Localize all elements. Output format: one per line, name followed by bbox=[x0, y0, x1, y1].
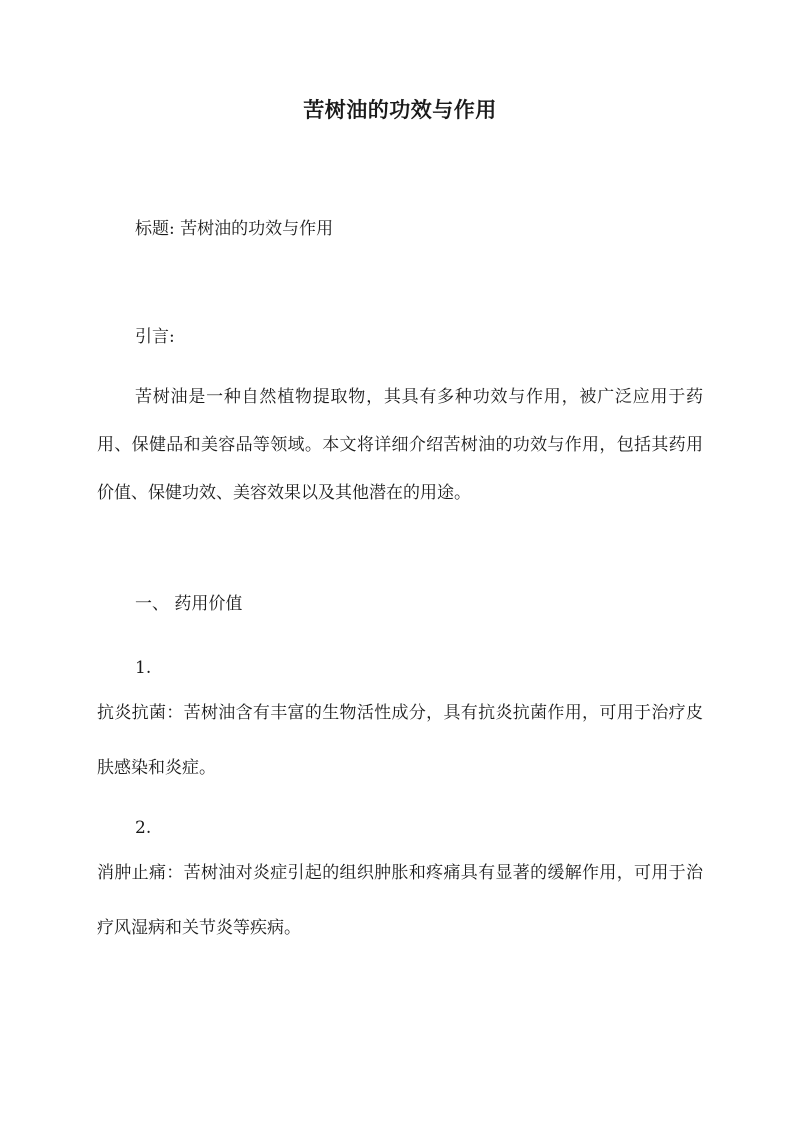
list-item-number: 1. bbox=[135, 658, 152, 678]
intro-heading: 引言: bbox=[135, 327, 175, 347]
section-heading-medicinal: 一、 药用价值 bbox=[135, 594, 243, 614]
list-item-text: 消肿止痛：苦树油对炎症引起的组织肿胀和疼痛具有显著的缓解作用，可用于治疗风湿病和关节炎等疾病。 bbox=[97, 863, 703, 938]
list-item-number: 2. bbox=[135, 818, 152, 838]
list-item-text: 抗炎抗菌：苦树油含有丰富的生物活性成分，具有抗炎抗菌作用，可用于治疗皮肤感染和炎症。 bbox=[97, 703, 703, 778]
document-title: 苦树油的功效与作用 bbox=[303, 97, 497, 122]
intro-paragraph: 苦树油是一种自然植物提取物，其具有多种功效与作用，被广泛应用于药用、保健品和美容品等领域。本文将详细介绍苦树油的功效与作用，包括其药用价值、保健功效、美容效果以及其他潜在的用途。 bbox=[97, 387, 703, 503]
subtitle-line: 标题: 苦树油的功效与作用 bbox=[135, 219, 334, 239]
